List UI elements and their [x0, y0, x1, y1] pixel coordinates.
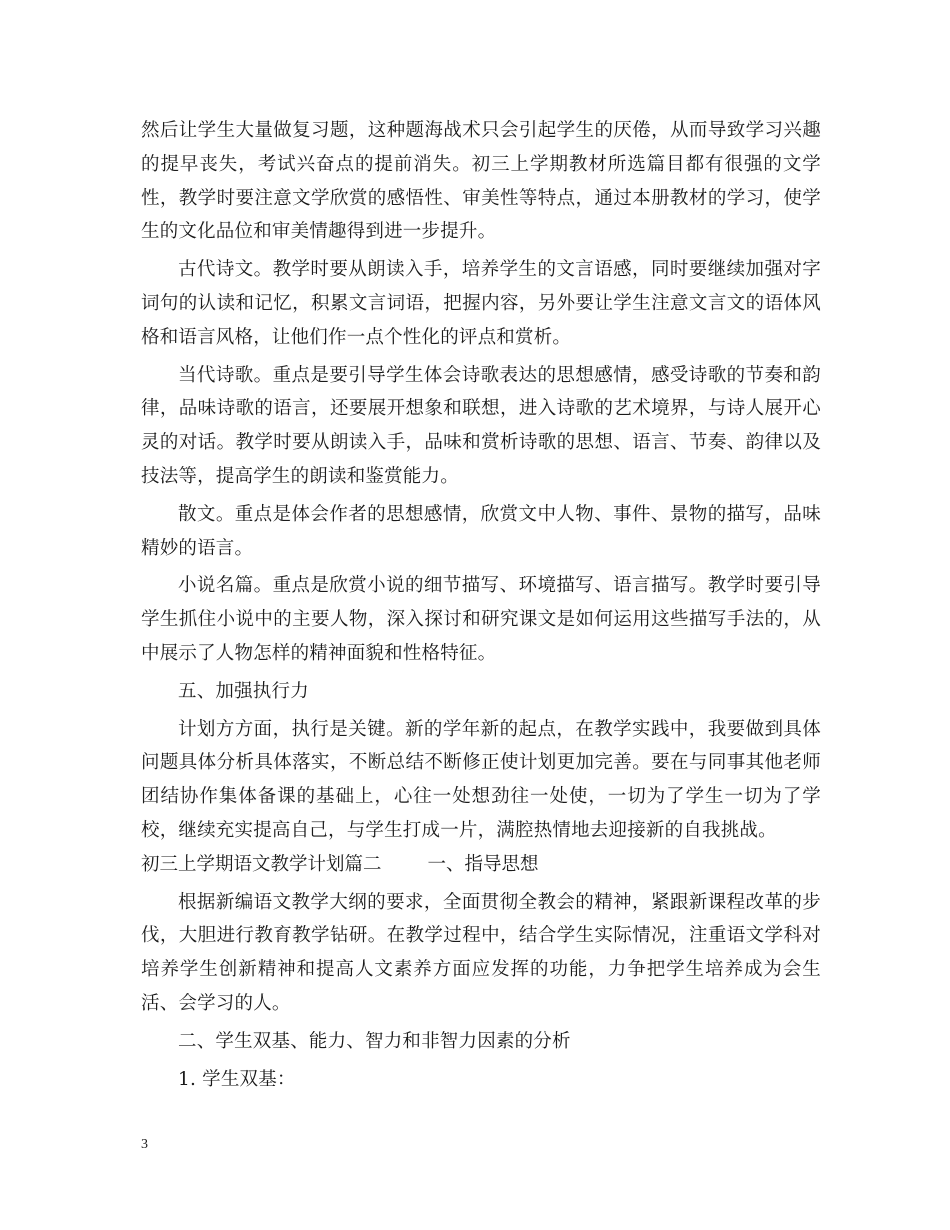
paragraph-modern-poetry: 当代诗歌。重点是要引导学生体会诗歌表达的思想感情，感受诗歌的节奏和韵律，品味诗歌的语言，还要展开想象和联想，进入诗歌的艺术境界，与诗人展开心灵的对话。教学时要从朗读入手，品味和赏析诗歌的思想、语言、节奏、韵律以及技法等，提高学生的朗读和鉴赏能力。	[141, 364, 821, 487]
heading-student-basics: 1. 学生双基：	[178, 1068, 296, 1090]
section-heading-line	[141, 848, 821, 882]
paragraph-guiding-thought: 根据新编语文教学大纲的要求，全面贯彻全教会的精神，紧跟新课程改革的步伐，大胆进行教育教学钻研。在教学过程中，结合学生实际情况，注重语文学科对培养学生创新精神和提高人文素养方面应发挥的功能，力争把学生培养成为会生活、会学习的人。	[141, 891, 821, 1014]
section-subtitle: 一、指导思想	[427, 853, 539, 875]
document-body	[141, 114, 821, 1096]
paragraph-continuation: 然后让学生大量做复习题，这种题海战术只会引起学生的厌倦，从而导致学习兴趣的提早丧失，考试兴奋点的提前消失。初三上学期教材所选篇目都有很强的文学性，教学时要注意文学欣赏的感悟性、审美性等特点，通过本册教材的学习，使学生的文化品位和审美情趣得到进一步提升。	[141, 120, 821, 243]
section-title: 初三上学期语文教学计划篇二	[141, 853, 382, 875]
heading-student-analysis: 二、学生双基、能力、智力和非智力因素的分析	[178, 1030, 571, 1052]
paragraph-ancient-poetry: 古代诗文。教学时要从朗读入手，培养学生的文言语感，同时要继续加强对字词句的认读和记忆，积累文言词语，把握内容，另外要让学生注意文言文的语体风格和语言风格，让他们作一点个性化的评点和赏析。	[141, 259, 821, 348]
paragraph-execution: 计划方方面，执行是关键。新的学年新的起点，在教学实践中，我要做到具体问题具体分析具体落实，不断总结不断修正使计划更加完善。要在与同事其他老师团结协作集体备课的基础上，心往一处想劲往一处使，一切为了学生一切为了学校，继续充实提高自己，与学生打成一片，满腔热情地去迎接新的自我挑战。	[141, 718, 821, 841]
paragraph-novels: 小说名篇。重点是欣赏小说的细节描写、环境描写、语言描写。教学时要引导学生抓住小说中的主要人物，深入探讨和研究课文是如何运用这些描写手法的，从中展示了人物怎样的精神面貌和性格特征。	[141, 575, 821, 664]
paragraph-prose: 散文。重点是体会作者的思想感情，欣赏文中人物、事件、景物的描写，品味精妙的语言。	[141, 503, 821, 559]
heading-execution: 五、加强执行力	[178, 680, 309, 702]
page-number: 3	[141, 1137, 148, 1152]
